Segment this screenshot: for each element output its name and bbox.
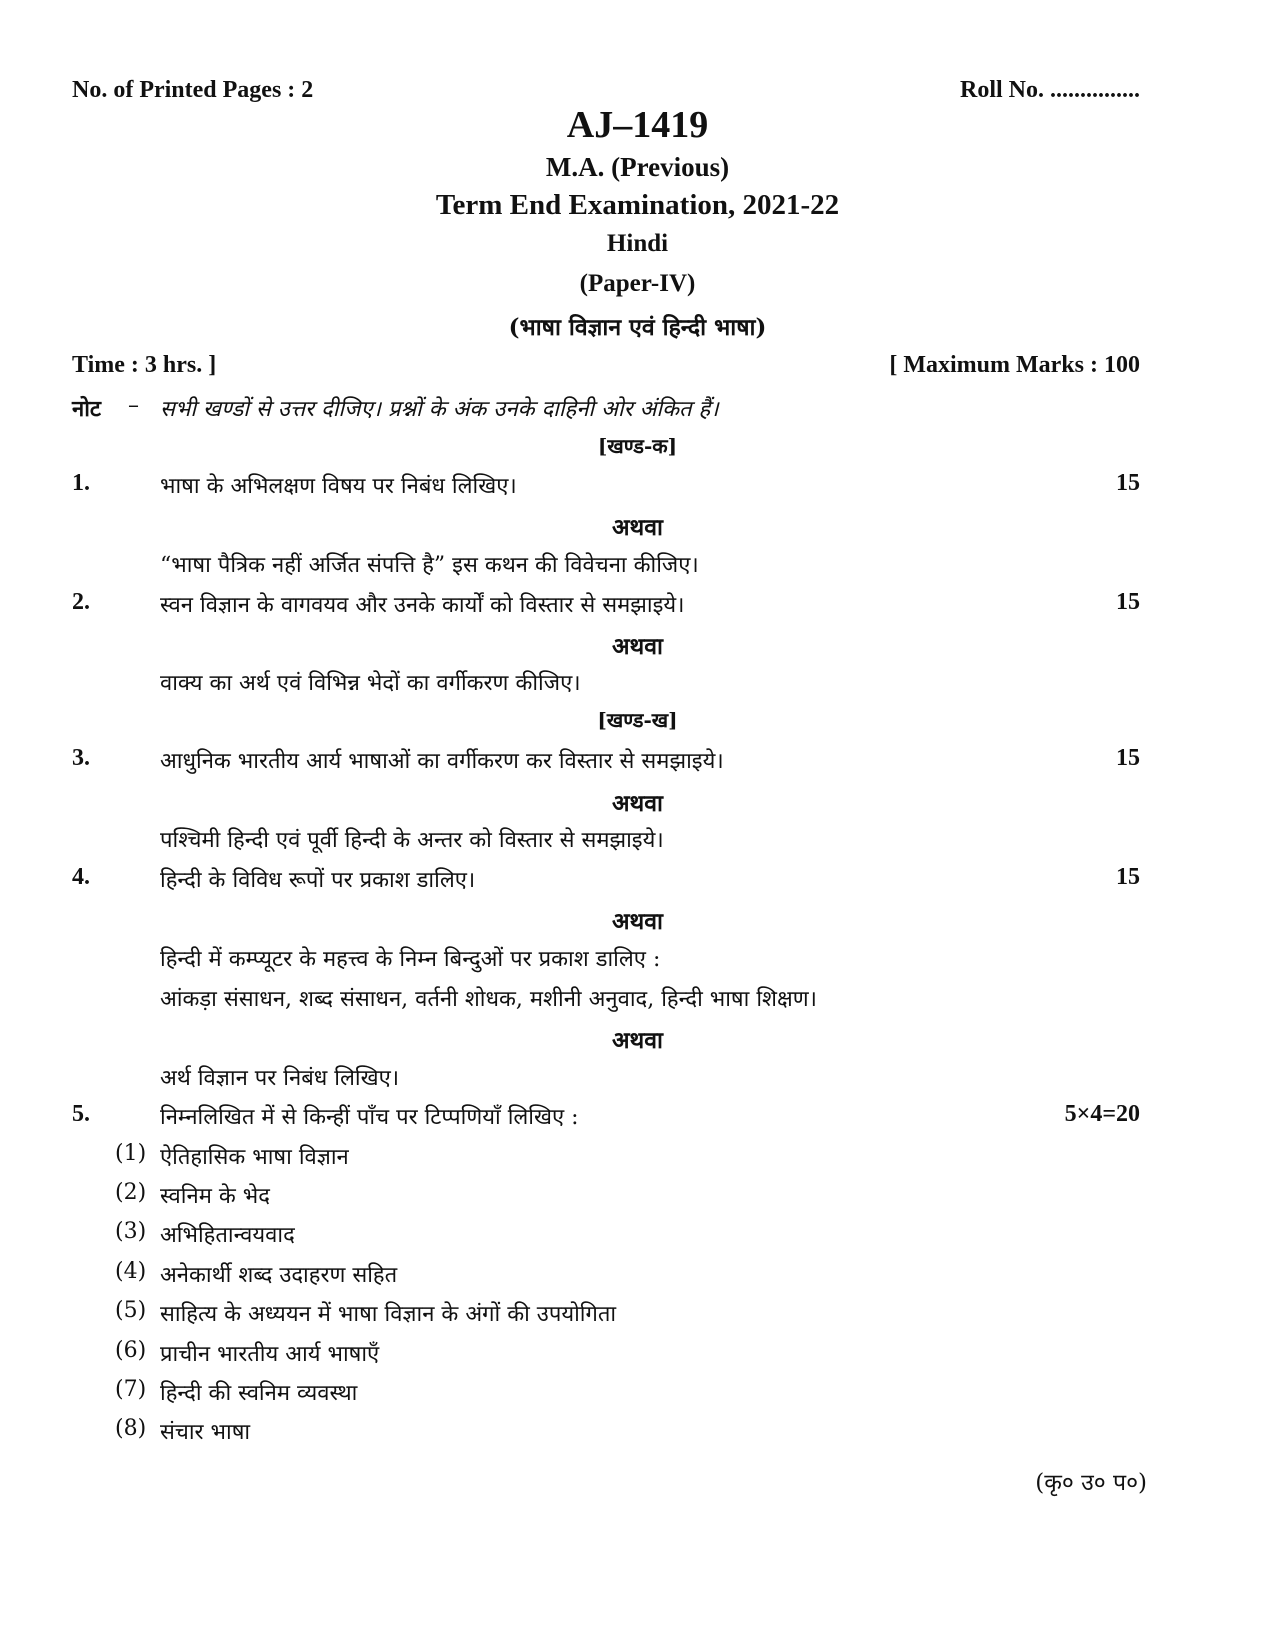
question-text: निम्नलिखित में से किन्हीं पाँच पर टिप्पणियाँ लिखिए : (160, 1105, 579, 1130)
sub-item-number: (7) (115, 1377, 147, 1402)
sub-item-number: (2) (115, 1180, 147, 1205)
maximum-marks: [ Maximum Marks : 100 (889, 352, 1140, 378)
section-a-heading: [खण्ड-क] (597, 434, 678, 458)
question-marks: 15 (1116, 470, 1140, 496)
sub-item-number: (3) (115, 1219, 147, 1244)
question-number: 2. (72, 589, 90, 615)
section-b-heading: [खण्ड-ख] (597, 708, 678, 732)
course-name: M.A. (Previous) (545, 152, 730, 182)
sub-item-text: ऐतिहासिक भाषा विज्ञान (160, 1145, 349, 1170)
page-turn-note: (कृ० उ० प०) (1035, 1470, 1147, 1496)
time-limit: Time : 3 hrs. ] (72, 352, 217, 378)
question-number: 4. (72, 864, 90, 890)
question-number: 1. (72, 470, 90, 496)
question-text: स्वन विज्ञान के वागवयव और उनके कार्यों को विस्तार से समझाइये। (160, 593, 685, 618)
roll-no: Roll No. ............... (960, 77, 1140, 103)
sub-item-text: संचार भाषा (160, 1420, 251, 1445)
paper-code: AJ–1419 (566, 104, 709, 146)
sub-item-text: हिन्दी की स्वनिम व्यवस्था (160, 1381, 358, 1406)
note-dash: – (128, 393, 139, 418)
paper-number: (Paper-IV) (579, 270, 696, 297)
question-number: 5. (72, 1101, 90, 1127)
or-label: अथवा (611, 633, 663, 660)
question-text: आधुनिक भारतीय आर्य भाषाओं का वर्गीकरण कर विस्तार से समझाइये। (160, 749, 724, 774)
question-alternative: पश्चिमी हिन्दी एवं पूर्वी हिन्दी के अन्तर को विस्तार से समझाइये। (160, 828, 664, 853)
sub-item-text: स्वनिम के भेद (160, 1184, 270, 1209)
note-label: नोट (72, 396, 101, 422)
sub-item-text: प्राचीन भारतीय आर्य भाषाएँ (160, 1342, 380, 1367)
question-marks: 5×4=20 (1064, 1101, 1140, 1127)
question-alternative: वाक्य का अर्थ एवं विभिन्न भेदों का वर्गीकरण कीजिए। (160, 671, 581, 696)
or-label: अथवा (611, 514, 663, 541)
question-text: हिन्दी के विविध रूपों पर प्रकाश डालिए। (160, 868, 476, 893)
subject-name: Hindi (606, 230, 669, 257)
sub-item-number: (4) (115, 1259, 147, 1284)
sub-item-text: साहित्य के अध्ययन में भाषा विज्ञान के अंगों की उपयोगिता (160, 1302, 617, 1327)
question-marks: 15 (1116, 745, 1140, 771)
sub-item-text: अभिहितान्वयवाद (160, 1223, 295, 1248)
question-marks: 15 (1116, 864, 1140, 890)
sub-item-number: (5) (115, 1298, 147, 1323)
question-alternative-line2: आंकड़ा संसाधन, शब्द संसाधन, वर्तनी शोधक, मशीनी अनुवाद, हिन्दी भाषा शिक्षण। (160, 987, 818, 1012)
question-number: 3. (72, 745, 90, 771)
question-alternative-line1: हिन्दी में कम्प्यूटर के महत्त्व के निम्न बिन्दुओं पर प्रकाश डालिए : (160, 947, 661, 972)
or-label: अथवा (611, 908, 663, 935)
or-label: अथवा (611, 790, 663, 817)
or-label: अथवा (611, 1027, 663, 1054)
printed-pages: No. of Printed Pages : 2 (72, 77, 314, 103)
note-text: सभी खण्डों से उत्तर दीजिए। प्रश्नों के अंक उनके दाहिनी ओर अंकित हैं। (160, 397, 719, 422)
sub-item-number: (1) (115, 1141, 147, 1166)
paper-title: (भाषा विज्ञान एवं हिन्दी भाषा) (508, 314, 767, 341)
question-marks: 15 (1116, 589, 1140, 615)
question-alternative-2: अर्थ विज्ञान पर निबंध लिखिए। (160, 1066, 400, 1091)
question-text: भाषा के अभिलक्षण विषय पर निबंध लिखिए। (160, 474, 517, 499)
exam-name: Term End Examination, 2021-22 (435, 189, 840, 221)
question-alternative: “भाषा पैत्रिक नहीं अर्जित संपत्ति है” इस कथन की विवेचना कीजिए। (160, 553, 699, 578)
sub-item-number: (6) (115, 1338, 147, 1363)
sub-item-text: अनेकार्थी शब्द उदाहरण सहित (160, 1263, 398, 1288)
sub-item-number: (8) (115, 1416, 147, 1441)
